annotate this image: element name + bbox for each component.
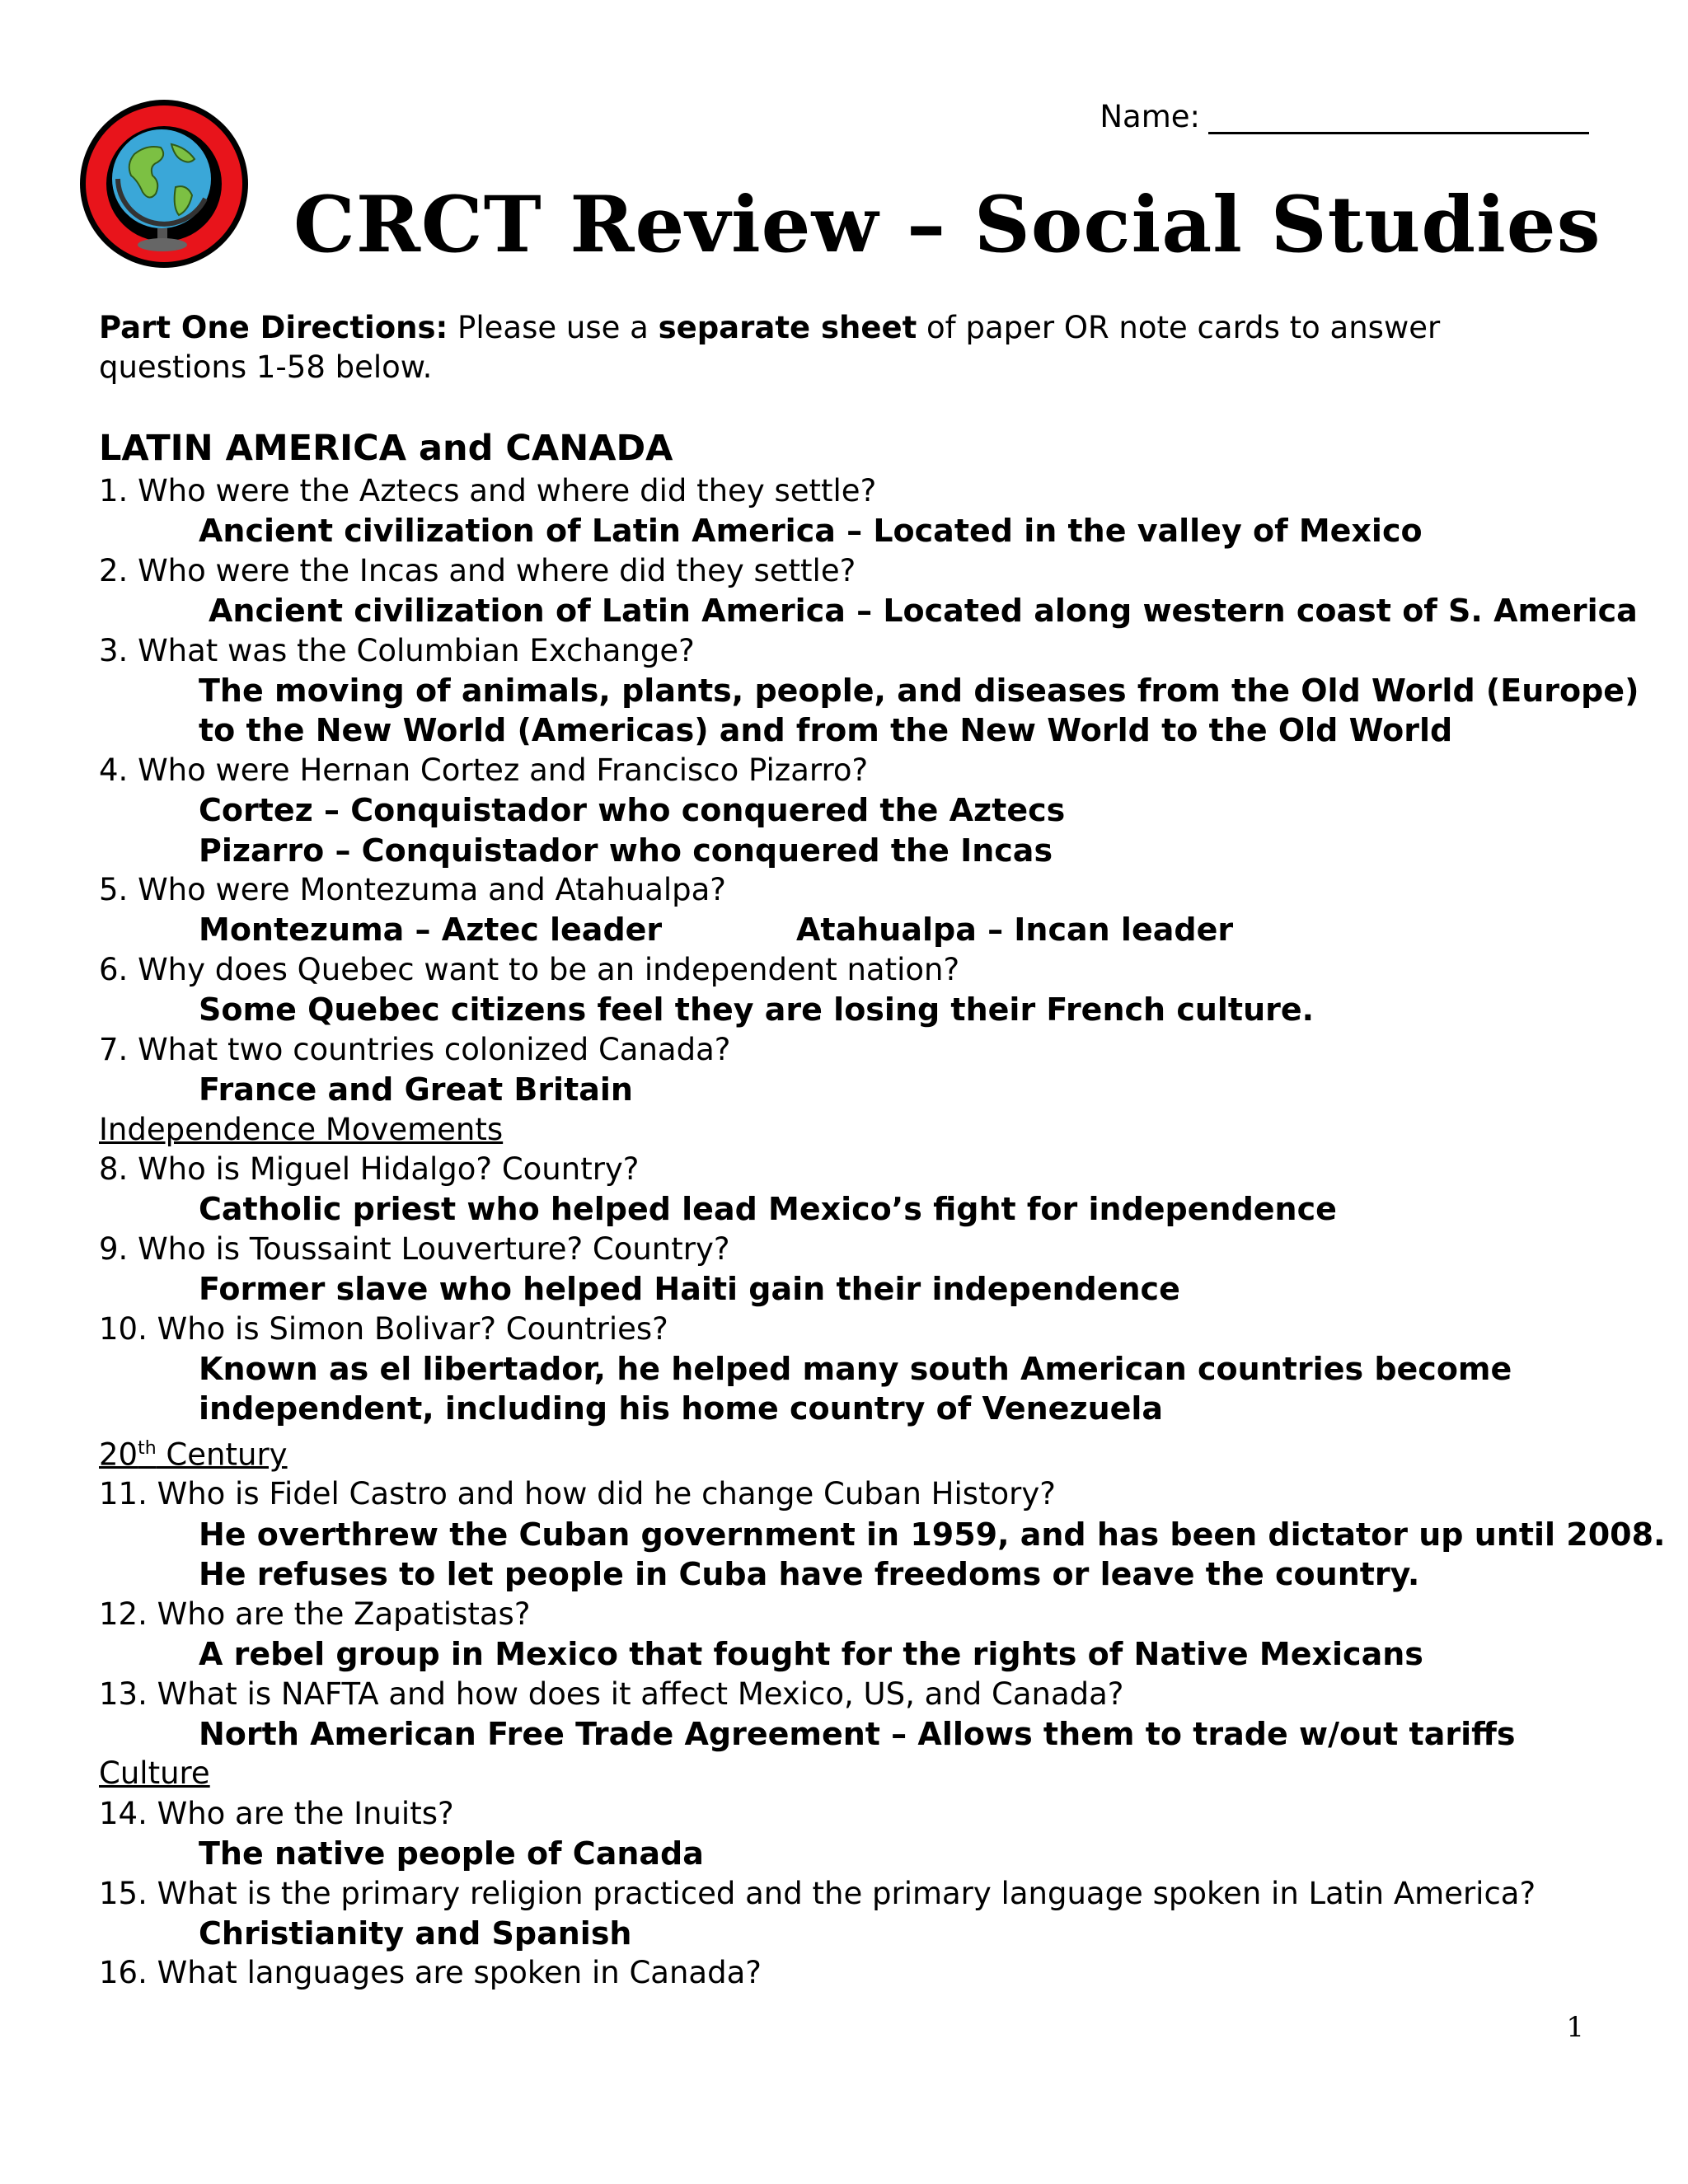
answer-5-montezuma: Montezuma – Aztec leader bbox=[199, 912, 663, 949]
answer-14: The native people of Canada bbox=[199, 1835, 704, 1872]
answer-10-line-2: independent, including his home country of Venezuela bbox=[199, 1390, 1164, 1427]
subheading-20th-sup: th bbox=[138, 1437, 157, 1459]
name-label: Name: bbox=[1100, 99, 1200, 134]
answer-3-line-2: to the New World (Americas) and from the New World to the Old World bbox=[199, 712, 1453, 749]
subheading-independence: Independence Movements bbox=[99, 1111, 504, 1147]
question-11: 11. Who is Fidel Castro and how did he change Cuban History? bbox=[99, 1476, 1056, 1512]
answer-4-pizarro: Pizarro – Conquistador who conquered the Incas bbox=[199, 832, 1053, 869]
directions bbox=[99, 308, 1582, 387]
section-title: LATIN AMERICA and CANADA bbox=[99, 428, 673, 469]
subheading-20th-number: 20 bbox=[99, 1436, 138, 1473]
answer-5 bbox=[99, 910, 1599, 949]
answer-8: Catholic priest who helped lead Mexico’s fight for independence bbox=[199, 1191, 1337, 1228]
question-3: 3. What was the Columbian Exchange? bbox=[99, 632, 695, 668]
subheading-culture: Culture bbox=[99, 1755, 210, 1792]
answer-9: Former slave who helped Haiti gain their independence bbox=[199, 1271, 1180, 1308]
answer-7: France and Great Britain bbox=[199, 1071, 633, 1108]
answer-11-line-2: He refuses to let people in Cuba have freedoms or leave the country. bbox=[199, 1556, 1420, 1593]
question-12: 12. Who are the Zapatistas? bbox=[99, 1596, 531, 1632]
answer-3-line-1: The moving of animals, plants, people, and diseases from the Old World (Europe) bbox=[199, 673, 1639, 710]
answer-2: Ancient civilization of Latin America – Located along western coast of S. America bbox=[209, 593, 1638, 630]
question-list bbox=[99, 425, 1666, 1994]
answer-6: Some Quebec citizens feel they are losing their French culture. bbox=[199, 991, 1315, 1029]
subheading-20th-rest: Century bbox=[156, 1436, 288, 1473]
directions-text-2: of paper OR note cards to answer questions 1-58 below. bbox=[99, 310, 1441, 385]
question-15: 15. What is the primary religion practiced and the primary language spoken in Latin America? bbox=[99, 1875, 1536, 1911]
question-13: 13. What is NAFTA and how does it affect Mexico, US, and Canada? bbox=[99, 1675, 1124, 1712]
answer-13: North American Free Trade Agreement – Allows them to trade w/out tariffs bbox=[199, 1715, 1516, 1752]
answer-1: Ancient civilization of Latin America – Located in the valley of Mexico bbox=[199, 513, 1423, 550]
question-6: 6. Why does Quebec want to be an independent nation? bbox=[99, 951, 960, 987]
answer-15: Christianity and Spanish bbox=[199, 1915, 632, 1952]
question-4: 4. Who were Hernan Cortez and Francisco Pizarro? bbox=[99, 752, 869, 788]
question-14: 14. Who are the Inuits? bbox=[99, 1795, 454, 1831]
question-1: 1. Who were the Aztecs and where did they settle? bbox=[99, 473, 877, 509]
answer-10-line-1: Known as el libertador, he helped many south American countries become bbox=[199, 1350, 1512, 1387]
question-8: 8. Who is Miguel Hidalgo? Country? bbox=[99, 1151, 640, 1187]
answer-4-cortez: Cortez – Conquistador who conquered the Aztecs bbox=[199, 792, 1066, 829]
directions-lead: Part One Directions: bbox=[99, 310, 448, 345]
answer-12: A rebel group in Mexico that fought for the rights of Native Mexicans bbox=[199, 1636, 1423, 1673]
answer-5-atahualpa: Atahualpa – Incan leader bbox=[796, 912, 1234, 949]
directions-text-1: Please use a bbox=[448, 310, 659, 345]
page-title: CRCT Review – Social Studies bbox=[293, 180, 1601, 270]
question-9: 9. Who is Toussaint Louverture? Country? bbox=[99, 1230, 730, 1267]
name-field bbox=[1100, 99, 1589, 134]
globe-icon bbox=[77, 96, 251, 271]
subheading-20th-century bbox=[99, 1429, 1599, 1475]
question-7: 7. What two countries colonized Canada? bbox=[99, 1031, 731, 1067]
question-16: 16. What languages are spoken in Canada? bbox=[99, 1955, 762, 1991]
name-blank-line bbox=[1208, 99, 1589, 134]
question-2: 2. Who were the Incas and where did they settle? bbox=[99, 552, 856, 588]
page-number: 1 bbox=[1566, 2011, 1584, 2044]
question-5: 5. Who were Montezuma and Atahualpa? bbox=[99, 872, 726, 908]
question-10: 10. Who is Simon Bolivar? Countries? bbox=[99, 1310, 668, 1347]
answer-11-line-1: He overthrew the Cuban government in 1959, and has been dictator up until 2008. bbox=[199, 1516, 1666, 1553]
directions-emphasis: separate sheet bbox=[658, 310, 917, 345]
